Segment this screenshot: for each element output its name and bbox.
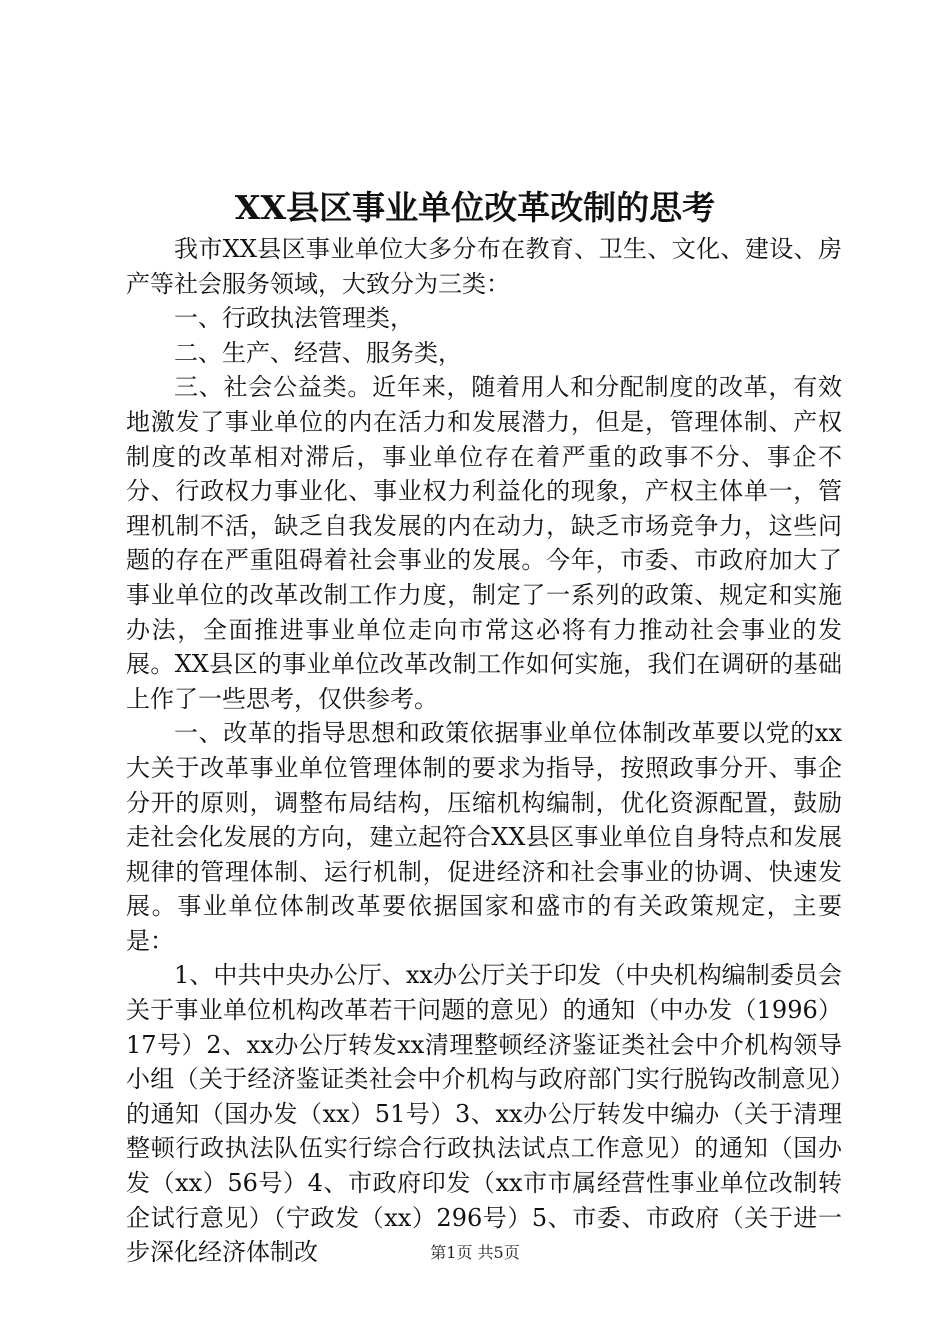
paragraph-category-3: 三、社会公益类。近年来，随着用人和分配制度的改革，有效地激发了事业单位的内在活力和发展潜力，但是，管理体制、产权制度的改革相对滞后，事业单位存在着严重的政事不分、事企不分、行政权力事业化、事业权力利益化的现象，产权主体单一，管理机制不活，缺乏自我发展的内在动力，缺乏市场竞争力，这些问题的存在严重阻碍着社会事业的发展。今年，市委、市政府加大了事业单位的改革改制工作力度，制定了一系列的政策、规定和实施办法，全面推进事业单位走向市常这必将有力推动社会事业的发展。XX县区的事业单位改革改制工作如何实施，我们在调研的基础上作了一些思考，仅供参考。: [126, 373, 842, 713]
paragraph-policy-basis: 1、中共中央办公厅、xx办公厅关于印发（中央机构编制委员会关于事业单位机构改革若干问题的意见）的通知（中办发（1996）17号）2、xx办公厅转发xx清理整顿经济鉴证类社会中介机构领导小组（关于经济鉴证类社会中介机构与政府部门实行脱钩改制意见）的通知（国办发（xx）51号）3、xx办公厅转发中编办（关于清理整顿行政执法队伍实行综合行政执法试点工作意见）的通知（国办发（xx）56号）4、市政府印发（xx市市属经营性事业单位改制转企试行意见）（宁政发（xx）296号）5、市委、市政府（关于进一步深化经济体制改: [126, 961, 842, 1267]
page-footer: 第1页 共5页: [430, 1243, 520, 1262]
paragraph-category-1: 一、行政执法管理类，: [174, 304, 414, 333]
paragraph-category-2: 二、生产、经营、服务类，: [174, 338, 462, 367]
paragraph-guiding-principles: 一、改革的指导思想和政策依据事业单位体制改革要以党的xx大关于改革事业单位管理体制的要求为指导，按照政事分开、事企分开的原则，调整布局结构，压缩机构编制，优化资源配置，鼓励走社会化发展的方向，建立起符合XX县区事业单位自身特点和发展规律的管理体制、运行机制，促进经济和社会事业的协调、快速发展。事业单位体制改革要依据国家和盛市的有关政策规定，主要是：: [126, 719, 842, 955]
document-body: [126, 232, 842, 1270]
document-title: XX县区事业单位改革改制的思考: [234, 188, 716, 227]
paragraph-intro: 我市XX县区事业单位大多分布在教育、卫生、文化、建设、房产等社会服务领域，大致分为三类：: [126, 235, 842, 298]
